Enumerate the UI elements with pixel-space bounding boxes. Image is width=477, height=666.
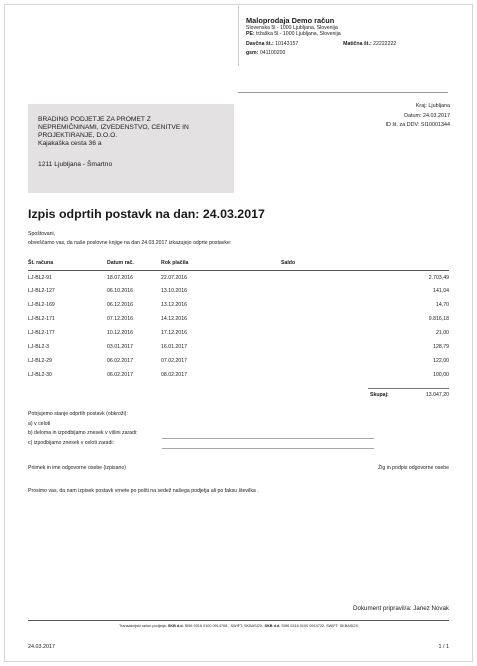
- place-label: Kraj:: [415, 103, 427, 109]
- date-label: Datum:: [404, 112, 422, 119]
- company-name: Maloprodaja Demo račun: [246, 16, 335, 25]
- invoice-no: LJ-BL2-3: [28, 343, 50, 350]
- footer-date: 24.03.2017: [28, 644, 55, 650]
- company-pe: [246, 31, 396, 37]
- pe-label: PE:: [246, 31, 255, 38]
- bank-prefix: Transakcijski račun podjetja:: [118, 624, 167, 628]
- total-rule: [368, 388, 449, 389]
- signature-name-label: Priimek in ime odgovorne osebe (izpisano): [28, 465, 127, 471]
- total-value: 13.047,20: [425, 392, 449, 398]
- table-row: [28, 298, 449, 312]
- reg-label: Matična št.:: [343, 40, 372, 47]
- total-label: Skupaj:: [370, 392, 389, 398]
- reason-line-c: [162, 448, 374, 449]
- invoice-no: LJ-BL2-171: [28, 316, 55, 323]
- balance: 100,00: [433, 371, 449, 378]
- tax-value: 10143157: [275, 40, 299, 47]
- invoice-no: LJ-BL2-127: [28, 288, 55, 295]
- invoice-no: LJ-BL2-29: [28, 357, 52, 364]
- due-date: 16.01.2017: [161, 343, 187, 350]
- reason-line-b: [162, 438, 374, 439]
- recipient-street: Kajakaška cesta 36 a: [38, 140, 102, 147]
- due-date: 08.02.2017: [161, 371, 187, 378]
- col-balance: Saldo: [281, 257, 449, 271]
- invoice-date: 07.12.2016: [107, 316, 133, 323]
- gsm-label: gsm:: [246, 50, 259, 57]
- balance: 9.816,18: [428, 316, 449, 323]
- balance: 2.703,49: [428, 274, 449, 281]
- table-row: [28, 312, 449, 326]
- table-row: [28, 271, 449, 285]
- invoice-date: 06.12.2016: [107, 302, 133, 309]
- recipient-line-3: PROJEKTIRANJE, D.O.O.: [38, 132, 118, 139]
- due-date: 17.12.2016: [161, 330, 187, 336]
- balance: 14,70: [436, 302, 449, 309]
- invoice-no: LJ-BL2-177: [28, 330, 55, 336]
- invoice-no: LJ-BL2-169: [28, 302, 55, 309]
- place-value: Ljubljana: [428, 103, 450, 109]
- date-value: 24.03.2017: [423, 112, 450, 119]
- recipient-line-2: NEPREMIČNINAMI, IZVEDENSTVO, CENITVE IN: [38, 124, 189, 131]
- pe-value: tržaška 5l - 1000 Ljubljana, Slovenija: [256, 31, 341, 38]
- open-items-table: [28, 257, 449, 382]
- invoice-date: 18.07.2016: [107, 274, 133, 281]
- table-row: [28, 326, 449, 340]
- confirm-option-a: a) v celoti: [28, 420, 51, 427]
- recipient-line-1: BRADING PODJETJE ZA PROMET Z: [38, 116, 151, 123]
- invoice-date: 06.10.2016: [107, 288, 133, 295]
- company-gsm: [246, 50, 396, 56]
- bank-accounts: [28, 624, 449, 628]
- invoice-no: LJ-BL2-30: [28, 371, 52, 378]
- company-address: Slovenska 5l - 1000 Ljubljana, Slovenija: [246, 25, 338, 31]
- bank1-account: SI56 0316 0100 0914708 , SWIFT: SKBASI2X;: [184, 624, 264, 628]
- header-divider: [238, 6, 239, 66]
- table-row: [28, 368, 449, 382]
- due-date: 22.07.2016: [161, 274, 187, 281]
- table-header-row: [28, 257, 449, 271]
- document-title: Izpis odprtih postavk na dan: 24.03.2017: [28, 207, 265, 221]
- company-header: [246, 16, 396, 57]
- balance: 128,79: [433, 343, 449, 350]
- table-row: [28, 340, 449, 354]
- gsm-value: 041100200: [259, 50, 286, 57]
- vat-value: SI10001344: [420, 122, 450, 129]
- document-meta: [385, 102, 450, 131]
- intro-text: obveščamo vas, da naše poslovne knjige na dan 24.03.2017 izkazujejo odprte postavke:: [28, 240, 232, 246]
- bank1-name: SKB d.d.: [167, 624, 184, 628]
- return-note: Prosimo vas, da nam izpisek postavk vrnete po pošti na sedež našega podjetja ali po faksu številka .: [28, 488, 259, 494]
- table-row: [28, 284, 449, 298]
- due-date: 14.12.2016: [161, 316, 187, 323]
- invoice-no: LJ-BL2-91: [28, 274, 52, 281]
- confirm-option-c: c) izpodbijamo znesek v celoti zaradi:: [28, 439, 114, 446]
- confirm-heading: Potrjujemo stanje odprtih postavk (obkroži):: [28, 411, 128, 417]
- reg-value: 22222222: [373, 40, 397, 47]
- col-due-date: Rok plačila: [161, 257, 281, 271]
- footer-rule: [28, 620, 449, 621]
- signature-stamp-label: Žig in podpis odgovorne osebe: [378, 465, 449, 471]
- confirmation-section: [28, 410, 138, 448]
- due-date: 13.10.2016: [161, 288, 187, 295]
- tax-label: Davčna št.:: [246, 40, 274, 47]
- page-number: 1 / 1: [438, 644, 449, 650]
- invoice-date: 06.02.2017: [107, 357, 133, 364]
- due-date: 13.12.2016: [161, 302, 187, 309]
- invoice-date: 06.02.2017: [107, 371, 133, 378]
- recipient-city: 1211 Ljubljana - Šmartno: [38, 161, 113, 168]
- header-rule: [238, 92, 448, 93]
- recipient-box: [28, 104, 234, 193]
- bank2-name: SKB d.d.: [264, 624, 281, 628]
- invoice-date: 03.01.2017: [107, 343, 133, 350]
- col-invoice-no: Št. računa: [28, 257, 107, 271]
- total-row: [370, 392, 449, 398]
- col-invoice-date: Datum rač.: [107, 257, 161, 271]
- prepared-by: Dokument pripravil/a: Janez Novak: [353, 605, 449, 612]
- company-ids: [246, 41, 396, 47]
- balance: 122,00: [433, 357, 449, 364]
- balance: 141,04: [433, 288, 449, 295]
- confirm-option-b: b) deloma in izpodbijamo znesek v višini zaradi:: [28, 430, 138, 437]
- greeting: Spoštovani,: [28, 231, 56, 237]
- vat-label: ID št. za DDV:: [385, 122, 420, 129]
- invoice-date: 10.12.2016: [107, 330, 133, 336]
- balance: 21,00: [436, 330, 449, 336]
- bank2-account: SI56 0316 0100 0914722, SWIFT: SKBASI2X: [281, 624, 359, 628]
- due-date: 07.02.2017: [161, 357, 187, 364]
- table-row: [28, 354, 449, 368]
